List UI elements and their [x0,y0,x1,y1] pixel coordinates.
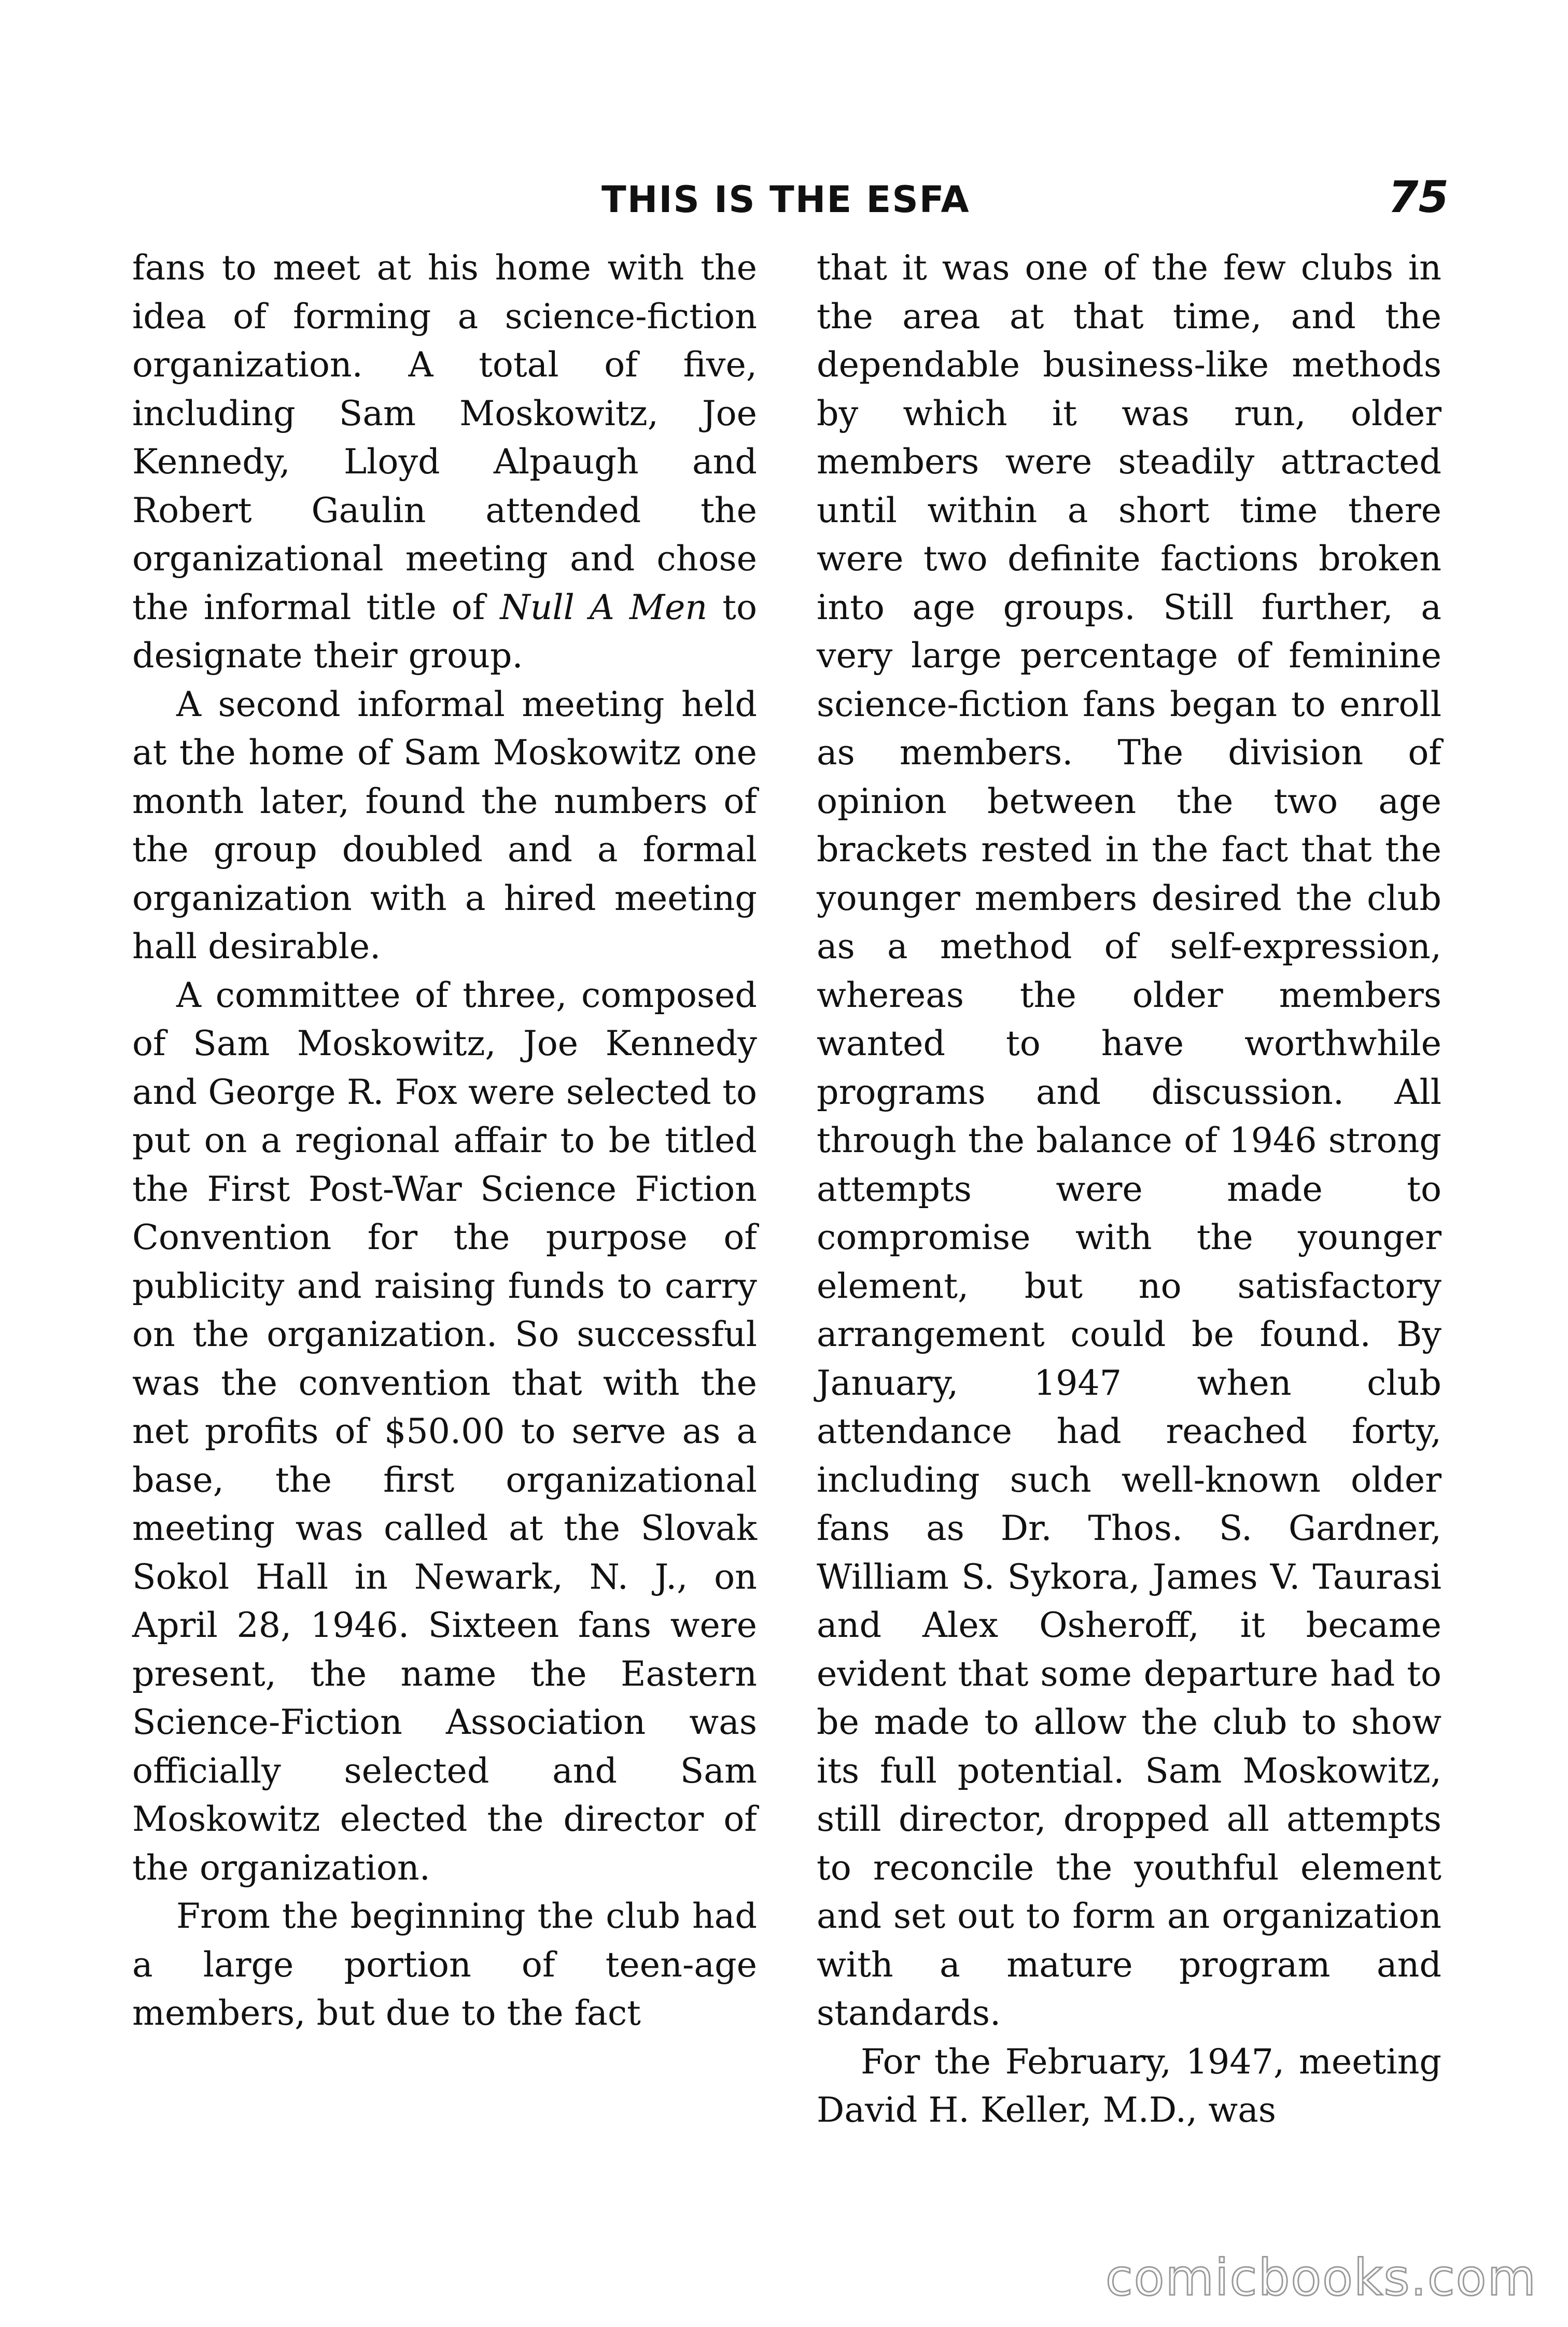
paragraph-text: fans to meet at his home with the idea of forming a science-fiction organization. A total of five, including Sam Moskowitz, Joe Kennedy, Lloyd Alpaugh and Robert Gaulin attended the organizational meeting and chose the informal title of [132,247,757,627]
left-column [132,244,757,2038]
paragraph-text: to designate their group. [132,586,757,676]
watermark-text: comicbooks.com [1105,2249,1537,2307]
right-column [817,244,1441,2135]
running-head-title: THIS IS THE ESFA [601,178,970,221]
paragraph-text: that it was one of the few clubs in the area at that time, and the dependable business-like methods by which it was run, older members were steadily attracted until within a short time there were two definite factions broken into age groups. Still further, a very large percentage of feminine science-fiction fans began to enroll as members. The division of opinion between the two age brackets rested in the fact that the younger members desired the club as a method of self-expression, whereas the older members wanted to have worthwhile programs and discussion. All through the balance of 1946 strong attempts were made to compromise with the younger element, but no satisfactory arrangement could be found. By January, 1947 when club attendance had reached forty, including such well-known older fans as Dr. Thos. S. Gardner, William S. Sykora, James V. Taurasi and Alex Osheroff, it became evident that some departure had to be made to allow the club to show its full potential. Sam Moskowitz, still director, dropped all attempts to reconcile the youthful element and set out to form an organization with a mature program and standards. [817,247,1441,2033]
paragraph [817,244,1441,2038]
italic-title-text: Null A Men [500,586,708,627]
paragraph-text: A second informal meeting held at the home of Sam Moskowitz one month later, found the numbers of the group doubled and a formal organization with a hired meeting hall desirable. [132,683,757,966]
paragraph-text: For the February, 1947, meeting David H. Keller, M.D., was [817,2041,1441,2130]
paragraph-text: A committee of three, composed of Sam Moskowitz, Joe Kennedy and George R. Fox were selected to put on a regional affair to be titled the First Post-War Science Fiction Convention for the purpose of publicity and raising funds to carry on the organization. So successful was the convention that with the net profits of $50.00 to serve as a base, the first organizational meeting was called at the Slovak Sokol Hall in Newark, N. J., on April 28, 1946. Sixteen fans were present, the name the Eastern Science-Fiction Association was officially selected and Sam Moskowitz elected the director of the organization. [132,974,757,1888]
paragraph-text: From the beginning the club had a large portion of teen-age members, but due to the fact [132,1896,757,2033]
paragraph [132,680,757,971]
paragraph [132,244,757,680]
paragraph [132,971,757,1893]
page-number: 75 [1388,172,1449,222]
paragraph [132,1892,757,2038]
paragraph [817,2038,1441,2135]
